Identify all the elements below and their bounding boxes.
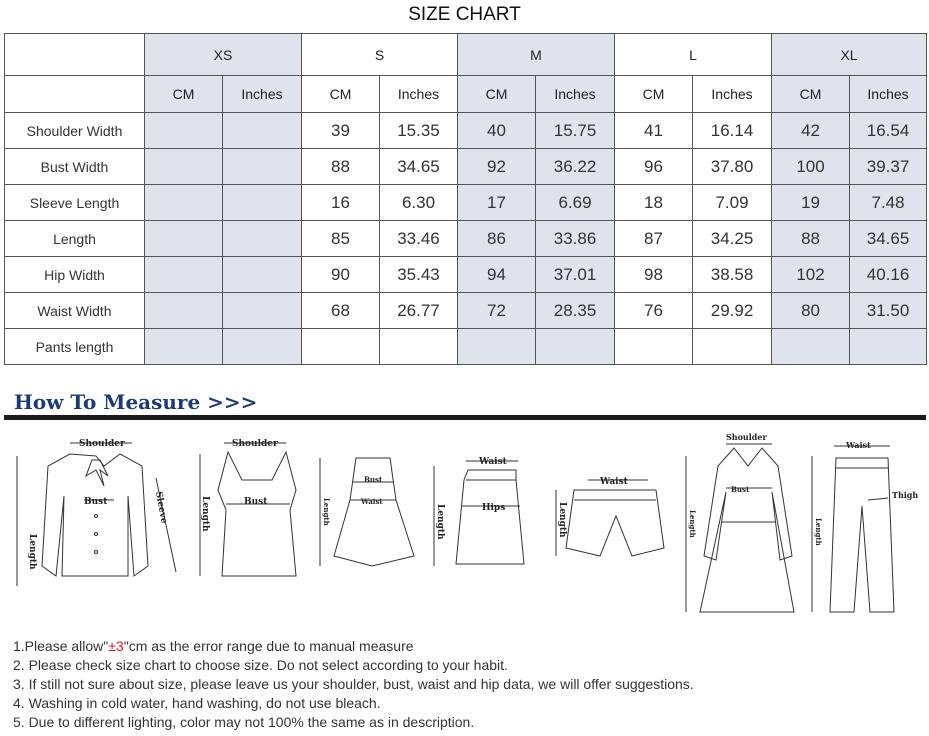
length-label: Length [435,504,445,540]
table-cell: 7.48 [850,185,927,221]
table-cell [223,257,302,293]
waist-label: Waist [846,440,871,450]
table-cell: 94 [458,257,536,293]
size-chart-table [4,33,927,365]
table-cell: 41 [615,113,693,149]
measurement-label: Hip Width [5,257,145,293]
table-cell: 88 [772,221,850,257]
measurement-label: Waist Width [5,293,145,329]
waist-label: Waist [361,497,383,506]
table-cell: 92 [458,149,536,185]
table-cell: 39 [302,113,380,149]
table-cell: 19 [772,185,850,221]
corner-cell [5,34,145,76]
table-cell: 37.01 [536,257,615,293]
table-cell: 16.14 [693,113,772,149]
table-cell [223,185,302,221]
unit-inches: Inches [380,76,458,113]
table-cell [772,329,850,365]
table-cell: 28.35 [536,293,615,329]
shoulder-label: Shoulder [232,439,278,449]
table-cell: 34.25 [693,221,772,257]
table-cell: 98 [615,257,693,293]
table-cell: 18 [615,185,693,221]
shorts-figure [556,477,664,556]
unit-cm: CM [615,76,693,113]
table-cell [223,293,302,329]
note-1: 1.Please allow"±3"cm as the error range due to manual measure [13,638,414,654]
thigh-label: Thigh [892,490,919,500]
unit-cm: CM [302,76,380,113]
table-cell [223,149,302,185]
how-to-measure-heading: How To Measure >>> [14,390,258,414]
table-cell: 87 [615,221,693,257]
unit-inches: Inches [223,76,302,113]
table-cell: 90 [302,257,380,293]
table-cell: 88 [302,149,380,185]
table-cell: 7.09 [693,185,772,221]
table-cell: 76 [615,293,693,329]
table-row [5,113,927,149]
note-5: 5. Due to different lighting, color may not 100% the same as in description. [13,714,475,730]
table-cell [302,329,380,365]
table-row [5,257,927,293]
note-2: 2. Please check size chart to choose size. Do not select according to your habit. [13,657,508,673]
hips-label: Hips [482,503,506,513]
table-row [5,149,927,185]
table-cell: 42 [772,113,850,149]
table-cell [145,221,223,257]
table-cell [850,329,927,365]
table-cell: 15.75 [536,113,615,149]
table-cell: 6.69 [536,185,615,221]
measurement-label: Pants length [5,329,145,365]
length-label: Length [200,496,210,532]
length-label: Length [557,502,567,538]
table-cell: 31.50 [850,293,927,329]
table-cell: 17 [458,185,536,221]
measurement-label: Sleeve Length [5,185,145,221]
pants-figure [812,440,918,612]
shoulder-label: Shoulder [79,439,125,449]
size-header-row [5,34,927,76]
waist-label: Waist [600,477,628,487]
table-cell: 100 [772,149,850,185]
length-label: Length [27,534,37,570]
unit-inches: Inches [850,76,927,113]
table-cell [145,149,223,185]
note-4: 4. Washing in cold water, hand washing, do not use bleach. [13,695,381,711]
table-cell: 15.35 [380,113,458,149]
table-cell: 35.43 [380,257,458,293]
table-cell [458,329,536,365]
unit-inches: Inches [536,76,615,113]
table-cell: 38.58 [693,257,772,293]
table-cell: 39.37 [850,149,927,185]
table-cell: 16 [302,185,380,221]
dress-figure [320,458,414,566]
bust-label: Bust [84,497,108,507]
table-cell: 33.46 [380,221,458,257]
table-cell: 40.16 [850,257,927,293]
measurement-label: Bust Width [5,149,145,185]
measurement-label: Length [5,221,145,257]
table-cell: 29.92 [693,293,772,329]
coat-figure [686,432,794,612]
table-cell: 68 [302,293,380,329]
table-cell: 96 [615,149,693,185]
table-row [5,293,927,329]
length-label: Length [322,498,331,526]
section-divider [4,415,926,420]
skirt-figure [434,457,524,566]
chart-title: SIZE CHART [408,4,521,25]
corner-cell [5,76,145,113]
table-row [5,329,927,365]
table-cell: 34.65 [850,221,927,257]
table-cell: 37.80 [693,149,772,185]
bust-label: Bust [244,497,268,507]
table-cell [145,185,223,221]
table-cell [693,329,772,365]
tank-top-figure [200,439,296,576]
table-cell: 36.22 [536,149,615,185]
bust-label: Bust [731,485,750,494]
table-cell [380,329,458,365]
sleeve-label: Sleeve [153,490,169,525]
size-header-xs: XS [145,34,302,76]
length-label: Length [688,510,697,538]
table-row [5,185,927,221]
table-cell [145,329,223,365]
table-cell [223,329,302,365]
table-cell [223,221,302,257]
unit-cm: CM [458,76,536,113]
table-row [5,221,927,257]
size-header-xl: XL [772,34,927,76]
bust-label: Bust [364,475,383,484]
unit-cm: CM [772,76,850,113]
unit-header-row [5,76,927,113]
table-cell: 16.54 [850,113,927,149]
measurement-illustrations [4,426,926,616]
size-header-s: S [302,34,458,76]
table-cell: 72 [458,293,536,329]
unit-cm: CM [145,76,223,113]
table-cell [145,293,223,329]
size-header-l: L [615,34,772,76]
table-cell: 34.65 [380,149,458,185]
table-cell: 85 [302,221,380,257]
table-cell: 6.30 [380,185,458,221]
table-cell [145,113,223,149]
table-cell [615,329,693,365]
notes-list [13,637,694,732]
size-header-m: M [458,34,615,76]
blouse-figure [17,439,176,586]
table-cell: 33.86 [536,221,615,257]
table-cell: 40 [458,113,536,149]
table-cell: 26.77 [380,293,458,329]
table-cell: 80 [772,293,850,329]
waist-label: Waist [479,457,507,467]
table-cell [536,329,615,365]
shoulder-label: Shoulder [726,432,767,442]
length-label: Length [814,518,823,546]
measurement-label: Shoulder Width [5,113,145,149]
table-cell [223,113,302,149]
note-3: 3. If still not sure about size, please leave us your shoulder, bust, waist and hip data, we will offer suggestions. [13,676,694,692]
table-cell [145,257,223,293]
table-cell: 86 [458,221,536,257]
table-cell: 102 [772,257,850,293]
unit-inches: Inches [693,76,772,113]
